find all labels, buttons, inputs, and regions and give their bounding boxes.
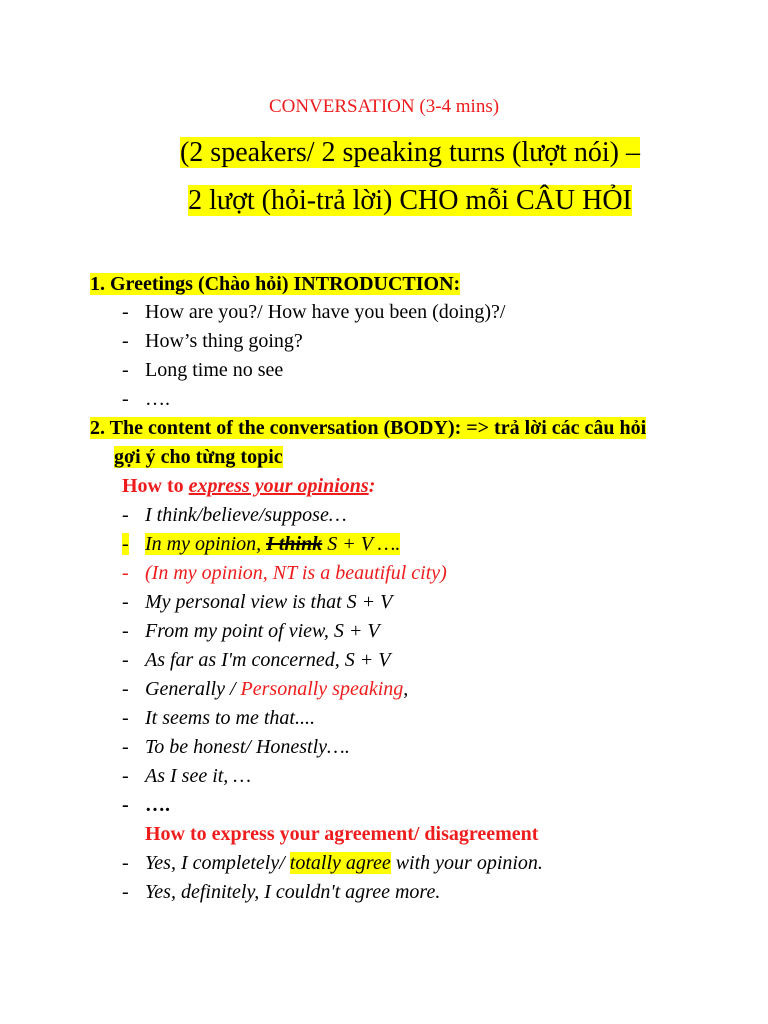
list-item: I think/believe/suppose… [145,504,347,526]
bullet: - [122,388,129,410]
bullet: - [122,591,129,613]
bullet: - [122,881,129,903]
list-item-example: (In my opinion, NT is a beautiful city) [145,562,447,584]
list-item: …. [145,388,170,410]
list-item: Long time no see [145,359,284,381]
bullet: - [122,359,129,381]
list-item: …. [145,794,170,816]
list-item: It seems to me that.... [145,707,315,729]
section-2-heading-line-1: 2. The content of the conversation (BODY): => trả lời các câu hỏi [90,417,647,439]
bullet: - [122,330,129,352]
bullet: - [122,301,129,323]
subtitle-line-1: (2 speakers/ 2 speaking turns (lượt nói) – [179,137,640,168]
agreement-label: How to express your agreement/ disagreement [145,823,539,845]
bullet: - [122,562,129,584]
list-item: My personal view is that S + V [145,591,393,613]
list-item: Generally / Personally speaking, [145,678,409,700]
list-item-highlighted: In my opinion, I think S + V …. [145,533,401,555]
subtitle-line-2: 2 lượt (hỏi-trả lời) CHO mỗi CÂU HỎI [188,185,632,216]
bullet: - [122,504,129,526]
section-1-heading: 1. Greetings (Chào hỏi) INTRODUCTION: [90,273,461,295]
list-item: Yes, definitely, I couldn't agree more. [145,881,441,903]
list-item: Yes, I completely/ totally agree with your opinion. [145,852,543,874]
list-item: As I see it, … [145,765,252,787]
list-item: How’s thing going? [145,330,303,352]
bullet: - [122,736,129,758]
opinions-label: How to express your opinions: [122,475,376,497]
list-item: From my point of view, S + V [145,620,380,642]
list-item: To be honest/ Honestly…. [145,736,350,758]
list-item: How are you?/ How have you been (doing)?/ [145,301,506,323]
bullet-highlighted: - [122,533,129,555]
bullet: - [122,765,129,787]
bullet: - [122,620,129,642]
document-title: CONVERSATION (3-4 mins) [268,96,500,117]
list-item: As far as I'm concerned, S + V [145,649,391,671]
bullet: - [122,852,129,874]
bullet: - [122,707,129,729]
bullet: - [122,678,129,700]
bullet: - [122,649,129,671]
section-2-heading-line-2: gợi ý cho từng topic [114,446,283,468]
bullet: - [122,794,129,816]
